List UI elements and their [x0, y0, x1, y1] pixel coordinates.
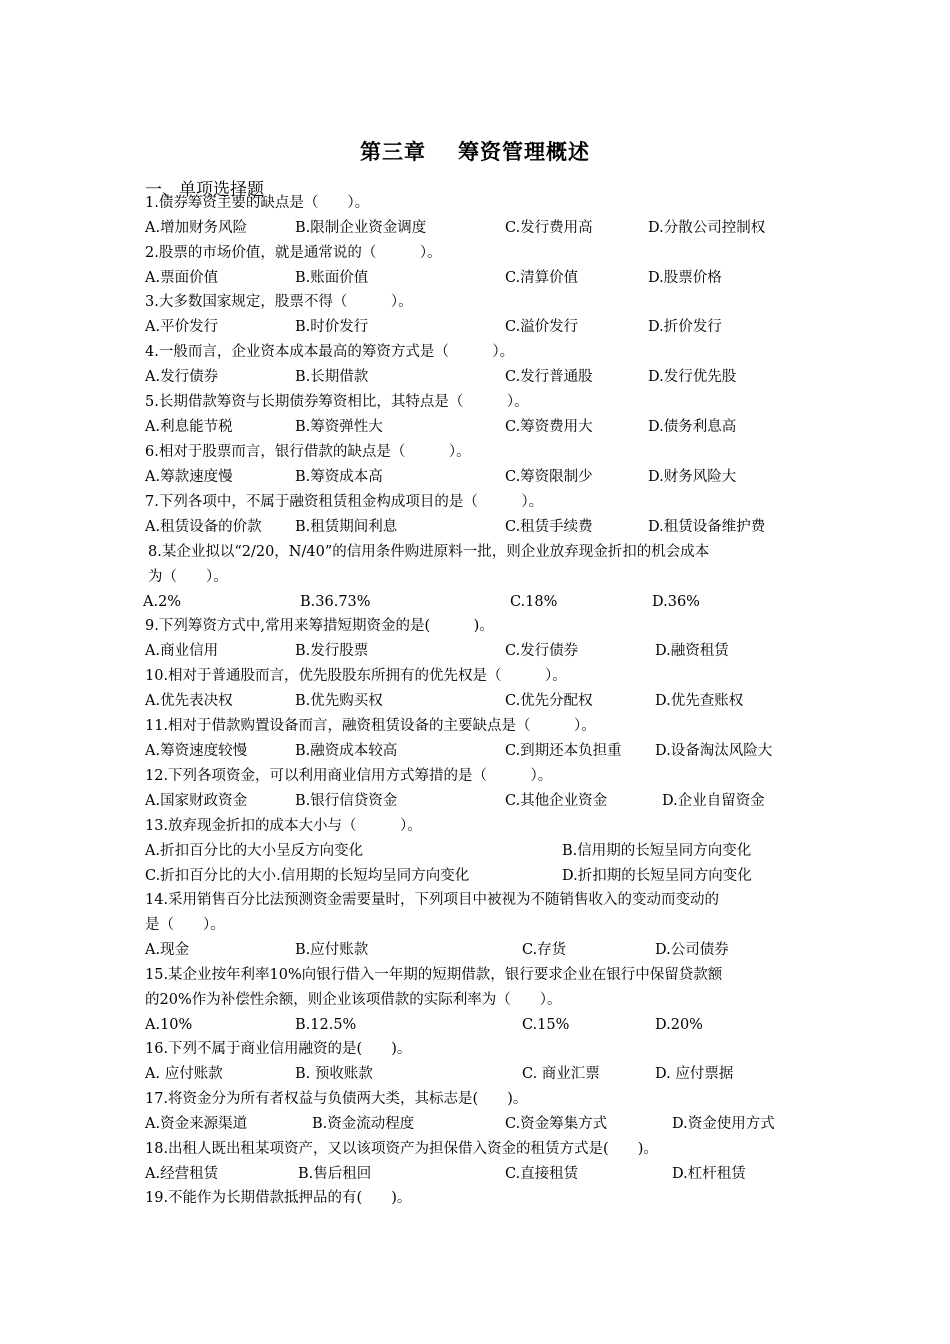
answer-option: A. 应付账款 [145, 1066, 223, 1082]
answer-option: D.公司债券 [655, 942, 729, 958]
answer-option: A.发行债券 [145, 369, 219, 385]
answer-option: A.经营租赁 [145, 1166, 219, 1182]
answer-option: D.股票价格 [648, 270, 722, 286]
question-text: 12.下列各项资金，可以利用商业信用方式筹措的是（ ）。 [145, 768, 553, 784]
answer-option: A.资金来源渠道 [145, 1116, 248, 1132]
answer-option: D.发行优先股 [648, 369, 737, 385]
answer-option: B.时价发行 [295, 319, 369, 335]
answer-option: A.票面价值 [145, 270, 219, 286]
answer-option: A.利息能节税 [145, 419, 233, 435]
answer-option: B.36.73% [300, 594, 371, 610]
question-text: 11.相对于借款购置设备而言，融资租赁设备的主要缺点是（ ）。 [145, 718, 596, 734]
answer-option: C.资金筹集方式 [505, 1116, 608, 1132]
question-text: 19.不能作为长期借款抵押品的有( )。 [145, 1190, 412, 1206]
answer-option: A.折扣百分比的大小呈反方向变化 [145, 843, 364, 859]
answer-option: C.其他企业资金 [505, 793, 608, 809]
answer-option: B.长期借款 [295, 369, 369, 385]
answer-option: D.折扣期的长短呈同方向变化 [562, 868, 752, 884]
answer-option: D.折价发行 [648, 319, 722, 335]
section-heading: 一、单项选择题 [145, 180, 264, 200]
answer-option: C.15% [522, 1017, 570, 1033]
answer-option: D.优先查账权 [655, 693, 744, 709]
answer-option: A.平价发行 [145, 319, 219, 335]
question-text: 2.股票的市场价值，就是通常说的（ ）。 [145, 245, 442, 261]
answer-option: C. 商业汇票 [522, 1066, 600, 1082]
answer-option: C.18% [510, 594, 558, 610]
answer-option: B.信用期的长短呈同方向变化 [562, 843, 752, 859]
question-text: 17.将资金分为所有者权益与负债两大类，其标志是( )。 [145, 1091, 528, 1107]
answer-option: A.2% [143, 594, 182, 610]
question-text: 14.采用销售百分比法预测资金需要量时，下列项目中被视为不随销售收入的变动而变动的 [145, 892, 720, 908]
question-text: 13.放弃现金折扣的成本大小与（ ）。 [145, 818, 422, 834]
answer-option: A.筹款速度慢 [145, 469, 233, 485]
answer-option: C.到期还本负担重 [505, 743, 622, 759]
chapter-title [0, 136, 950, 166]
question-text: 是（ ）。 [145, 917, 225, 933]
question-text: 7.下列各项中，不属于融资租赁租金构成项目的是（ ）。 [145, 494, 544, 510]
answer-option: D.分散公司控制权 [648, 220, 766, 236]
answer-option: A.优先表决权 [145, 693, 233, 709]
answer-option: A.租赁设备的价款 [145, 519, 262, 535]
question-text: 4.一般而言，企业资本成本最高的筹资方式是（ ）。 [145, 344, 515, 360]
answer-option: B.融资成本较高 [295, 743, 398, 759]
question-text: 16.下列不属于商业信用融资的是( )。 [145, 1041, 412, 1057]
question-text: 1.债券筹资主要的缺点是（ ）。 [145, 195, 370, 211]
answer-option: D.企业自留资金 [662, 793, 765, 809]
answer-option: A.商业信用 [145, 643, 219, 659]
question-text: 9.下列筹资方式中,常用来筹措短期资金的是( )。 [145, 618, 494, 634]
answer-option: C.溢价发行 [505, 319, 579, 335]
answer-option: A.增加财务风险 [145, 220, 248, 236]
answer-option: B.应付账款 [295, 942, 369, 958]
question-text: 为（ ）。 [148, 569, 228, 585]
answer-option: B.12.5% [295, 1017, 357, 1033]
answer-option: C.优先分配权 [505, 693, 593, 709]
answer-option: A.10% [145, 1017, 193, 1033]
question-text: 10.相对于普通股而言，优先股股东所拥有的优先权是（ ）。 [145, 668, 567, 684]
answer-option: C.存货 [522, 942, 567, 958]
answer-option: B.限制企业资金调度 [295, 220, 427, 236]
answer-option: B. 预收账款 [295, 1066, 373, 1082]
answer-option: D.设备淘汰风险大 [655, 743, 773, 759]
answer-option: B.银行信贷资金 [295, 793, 398, 809]
question-text: 6.相对于股票而言，银行借款的缺点是（ ）。 [145, 444, 471, 460]
answer-option: C.发行债券 [505, 643, 579, 659]
answer-option: A.国家财政资金 [145, 793, 248, 809]
question-text: 18.出租人既出租某项资产，又以该项资产为担保借入资金的租赁方式是( )。 [145, 1141, 658, 1157]
answer-option: B.资金流动程度 [312, 1116, 415, 1132]
question-text: 5.长期借款筹资与长期债券筹资相比，其特点是（ ）。 [145, 394, 529, 410]
answer-option: B.发行股票 [295, 643, 369, 659]
answer-option: D.杠杆租赁 [672, 1166, 746, 1182]
answer-option: B.筹资成本高 [295, 469, 383, 485]
answer-option: C.筹资费用大 [505, 419, 593, 435]
chapter-number: 第三章 [360, 140, 426, 164]
answer-option: C.清算价值 [505, 270, 579, 286]
answer-option: C.发行普通股 [505, 369, 593, 385]
answer-option: A.筹资速度较慢 [145, 743, 248, 759]
answer-option: D.资金使用方式 [672, 1116, 775, 1132]
answer-option: D.融资租赁 [655, 643, 729, 659]
answer-option: B.账面价值 [295, 270, 369, 286]
answer-option: B.筹资弹性大 [295, 419, 383, 435]
answer-option: D.36% [652, 594, 700, 610]
answer-option: C.直接租赁 [505, 1166, 579, 1182]
answer-option: D.债务利息高 [648, 419, 737, 435]
question-text: 的20%作为补偿性余额，则企业该项借款的实际利率为（ ）。 [145, 992, 562, 1008]
question-text: 3.大多数国家规定，股票不得（ ）。 [145, 294, 413, 310]
answer-option: B.优先购买权 [295, 693, 383, 709]
answer-option: C.发行费用高 [505, 220, 593, 236]
answer-option: B.售后租回 [298, 1166, 372, 1182]
answer-option: C.筹资限制少 [505, 469, 593, 485]
answer-option: C.折扣百分比的大小.信用期的长短均呈同方向变化 [145, 868, 470, 884]
chapter-name: 筹资管理概述 [458, 140, 590, 164]
answer-option: D.租赁设备维护费 [648, 519, 766, 535]
answer-option: B.租赁期间利息 [295, 519, 398, 535]
answer-option: A.现金 [145, 942, 190, 958]
question-text: 8.某企业拟以“2/20，N/40”的信用条件购进原料一批，则企业放弃现金折扣的机会成本 [148, 544, 710, 560]
answer-option: D. 应付票据 [655, 1066, 734, 1082]
answer-option: C.租赁手续费 [505, 519, 593, 535]
answer-option: D.财务风险大 [648, 469, 737, 485]
answer-option: D.20% [655, 1017, 703, 1033]
question-text: 15.某企业按年利率10%向银行借入一年期的短期借款，银行要求企业在银行中保留贷款额 [145, 967, 723, 983]
